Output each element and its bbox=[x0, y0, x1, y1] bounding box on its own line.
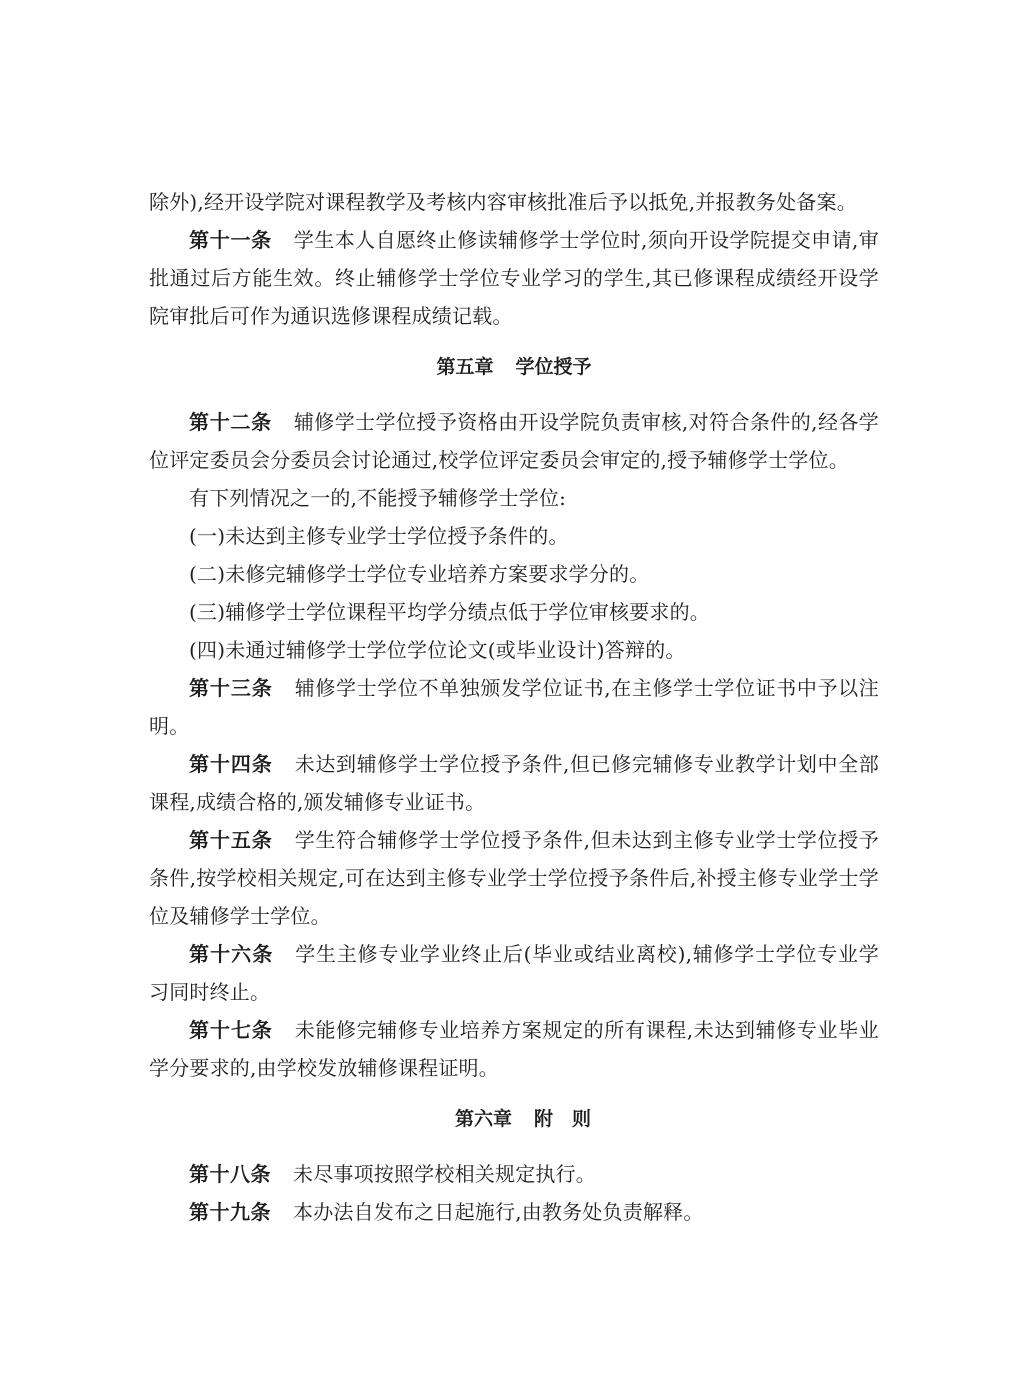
article-text: 学生主修专业学业终止后(毕业或结业离校),辅修学士学位专业学习同时终止。 bbox=[149, 942, 880, 1004]
article-13 bbox=[149, 669, 879, 745]
article-text: 本办法自发布之日起施行,由教务处负责解释。 bbox=[293, 1200, 704, 1224]
chapter-number: 第六章 bbox=[454, 1108, 512, 1130]
article-label: 第十六条 bbox=[189, 942, 274, 966]
article-text: 未能修完辅修专业培养方案规定的所有课程,未达到辅修专业毕业学分要求的,由学校发放辅修课程证明。 bbox=[149, 1018, 879, 1080]
article-18 bbox=[149, 1155, 879, 1193]
article-text: 学生本人自愿终止修读辅修学士学位时,须向开设学院提交申请,审批通过后方能生效。终止辅修学士学位专业学习的学生,其已修课程成绩经开设学院审批后可作为通识选修课程成绩记载。 bbox=[149, 228, 880, 328]
chapter-5-heading bbox=[149, 348, 879, 386]
article-12 bbox=[149, 403, 879, 479]
article-label: 第十四条 bbox=[189, 752, 273, 776]
article-19 bbox=[149, 1193, 879, 1231]
condition-item: (三)辅修学士学位课程平均学分绩点低于学位审核要求的。 bbox=[189, 600, 711, 624]
article-14 bbox=[149, 745, 879, 821]
article-16 bbox=[149, 935, 879, 1011]
article-text: 未尽事项按照学校相关规定执行。 bbox=[293, 1162, 596, 1186]
article-text: 未达到辅修学士学位授予条件,但已修完辅修专业教学计划中全部课程,成绩合格的,颁发辅修专业证书。 bbox=[149, 752, 879, 814]
conditions-intro: 有下列情况之一的,不能授予辅修学士学位: bbox=[189, 486, 567, 510]
article-text: 辅修学士学位不单独颁发学位证书,在主修学士学位证书中予以注明。 bbox=[149, 676, 879, 738]
article-11 bbox=[149, 221, 879, 335]
article-text: 辅修学士学位授予资格由开设学院负责审核,对符合条件的,经各学位评定委员会分委员会讨论通过,校学位评定委员会审定的,授予辅修学士学位。 bbox=[149, 410, 880, 472]
continuation-paragraph: 除外),经开设学院对课程教学及考核内容审核批准后予以抵免,并报教务处备案。 bbox=[149, 190, 857, 214]
document-page bbox=[149, 183, 879, 1231]
article-text: 学生符合辅修学士学位授予条件,但未达到主修专业学士学位授予条件,按学校相关规定,可在达到主修专业学士学位授予条件后,补授主修专业学士学位及辅修学士学位。 bbox=[149, 828, 879, 928]
condition-item: (一)未达到主修专业学士学位授予条件的。 bbox=[189, 524, 569, 548]
condition-item: (四)未通过辅修学士学位学位论文(或毕业设计)答辩的。 bbox=[189, 638, 686, 662]
article-label: 第十二条 bbox=[189, 410, 272, 434]
article-label: 第十五条 bbox=[189, 828, 273, 852]
article-15 bbox=[149, 821, 879, 935]
article-label: 第十七条 bbox=[189, 1018, 273, 1042]
article-17 bbox=[149, 1011, 879, 1087]
article-label: 第十三条 bbox=[189, 676, 273, 700]
chapter-title: 学位授予 bbox=[515, 356, 592, 378]
chapter-title: 附 则 bbox=[534, 1108, 592, 1130]
condition-item: (二)未修完辅修学士学位专业培养方案要求学分的。 bbox=[189, 562, 650, 586]
article-label: 第十一条 bbox=[189, 228, 272, 252]
chapter-6-heading bbox=[149, 1100, 879, 1138]
article-label: 第十八条 bbox=[189, 1162, 271, 1186]
chapter-number: 第五章 bbox=[436, 356, 494, 378]
article-label: 第十九条 bbox=[189, 1200, 271, 1224]
